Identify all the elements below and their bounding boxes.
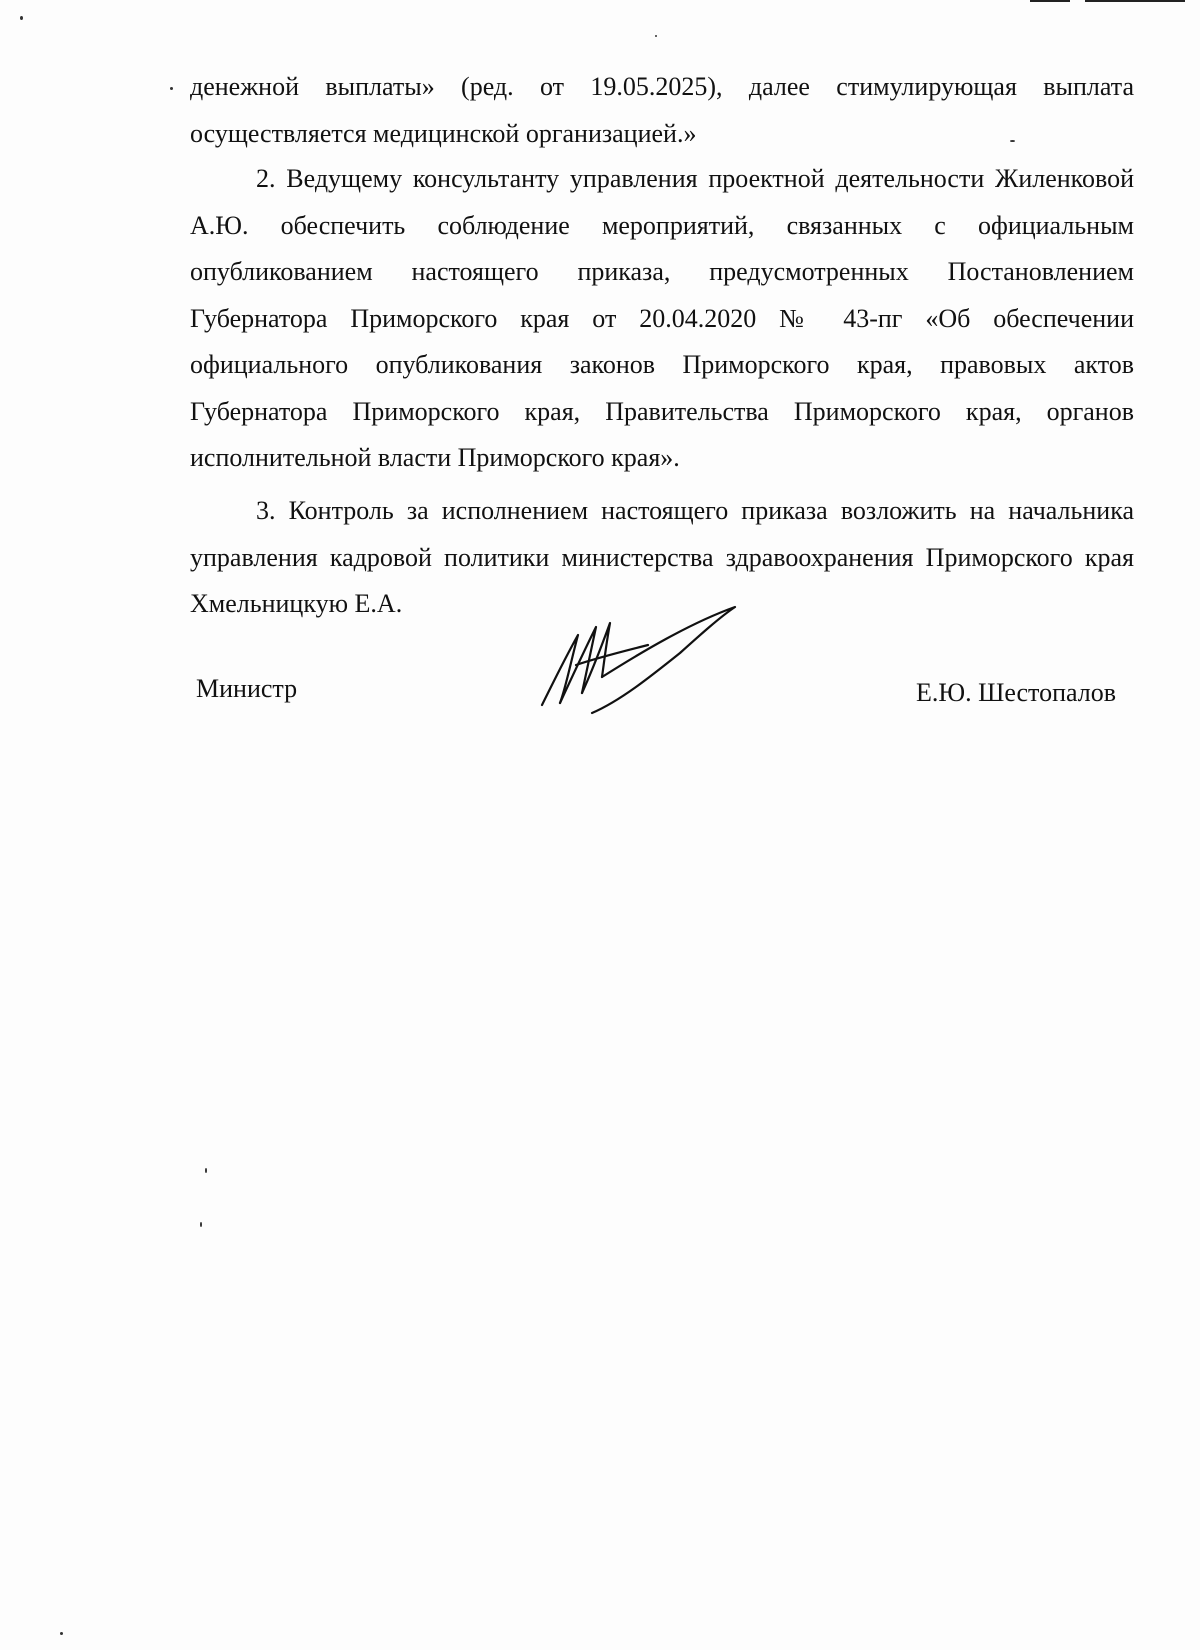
scan-edge-mark <box>1085 0 1185 2</box>
paragraph-continuation: денежной выплаты» (ред. от 19.05.2025), далее стимулирующая выплата осуществляется медицинской организацией.» <box>190 72 1134 148</box>
scan-speck <box>1010 140 1015 142</box>
scan-speck <box>170 87 173 90</box>
scan-speck <box>205 1168 207 1173</box>
scan-speck <box>60 1632 63 1635</box>
scan-speck <box>655 35 657 37</box>
signatory-position: Министр <box>196 674 298 703</box>
scan-speck <box>20 16 23 20</box>
signatory-name: Е.Ю. Шестопалов <box>915 678 1116 707</box>
scan-speck <box>200 1222 202 1227</box>
scan-edge-mark <box>1030 0 1070 2</box>
handwritten-signature <box>530 605 750 715</box>
paragraph-item-2: 2. Ведущему консультанту управления проектной деятельности Жиленковой А.Ю. обеспечить соблюдение мероприятий, связанных с официальным опубликованием настоящего приказа, предусмотренных Постановлением Губернатора Приморского края от 20.04.2020 № 43-пг «Об обеспечении официального опубликования законов Приморского края, правовых актов Губернатора Приморского края, Правительства Приморского края, органов исполнительной власти Приморского края». <box>190 164 1134 472</box>
paragraph-item-3: 3. Контроль за исполнением настоящего приказа возложить на начальника управления кадровой политики министерства здравоохранения Приморского края Хмельницкую Е.А. <box>190 496 1134 618</box>
